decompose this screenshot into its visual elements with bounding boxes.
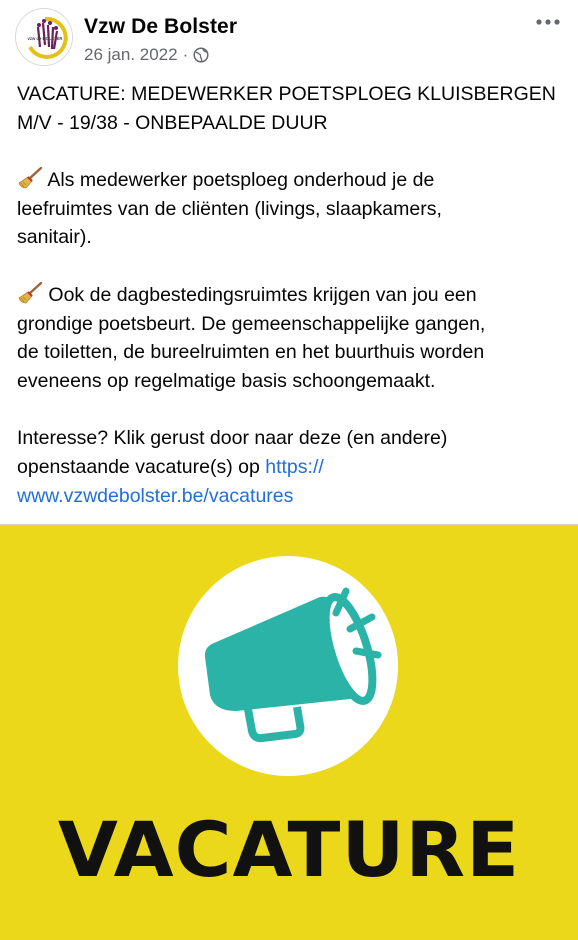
paragraph-line: eveneens op regelmatige basis schoongemaakt. — [17, 369, 436, 392]
image-title: VACATURE — [57, 805, 521, 894]
vacatures-link[interactable]: www.vzwdebolster.be/vacatures — [17, 484, 294, 507]
paragraph-line — [17, 453, 567, 482]
paragraph-line: sanitair). — [17, 226, 92, 249]
bolster-logo — [16, 9, 73, 66]
paragraph-text: Als medewerker poetsploeg onderhoud je de — [47, 169, 435, 192]
paragraph-line: de toiletten, de bureelruimten en het buurthuis worden — [17, 341, 485, 364]
globe-icon[interactable] — [193, 47, 209, 63]
page-avatar[interactable] — [15, 8, 73, 66]
paragraph-line: Interesse? Klik gerust door naar deze (en andere) — [17, 427, 448, 450]
paragraph-line — [17, 281, 567, 310]
post-date[interactable]: 26 jan. 2022 — [84, 45, 178, 64]
paragraph-line: leefruimtes van de cliënten (livings, slaapkamers, — [17, 197, 442, 220]
post-header — [0, 0, 578, 75]
paragraph-text: openstaande vacature(s) op — [17, 455, 266, 478]
post-body — [17, 80, 567, 510]
paragraph-text: Ook de dagbestedingsruimtes krijgen van jou een — [48, 283, 477, 306]
megaphone-icon — [0, 525, 578, 805]
paragraph-line: grondige poetsbeurt. De gemeenschappelijke gangen, — [17, 312, 486, 335]
meta-separator: · — [182, 45, 189, 64]
broom-icon — [17, 167, 43, 189]
vacatures-link[interactable]: https:// — [265, 455, 324, 478]
post-image[interactable] — [0, 525, 578, 940]
page-name[interactable]: Vzw De Bolster — [84, 15, 238, 38]
headline-line: M/V - 19/38 - ONBEPAALDE DUUR — [17, 111, 328, 134]
logo-text: vzw de BOLSTER — [27, 36, 63, 41]
broom-icon — [17, 282, 43, 304]
headline-line: VACATURE: MEDEWERKER POETSPLOEG KLUISBERGEN — [17, 83, 556, 105]
paragraph-line — [17, 166, 567, 195]
post-meta — [84, 45, 209, 65]
paragraph-line — [17, 482, 567, 511]
more-options-icon[interactable] — [532, 12, 564, 36]
